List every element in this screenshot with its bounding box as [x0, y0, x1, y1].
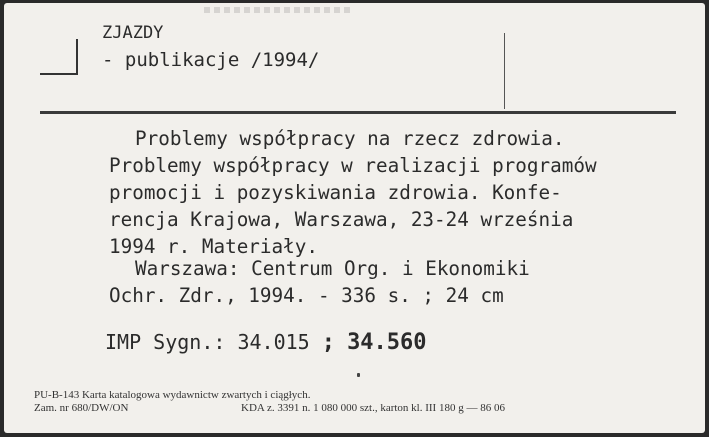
- imprint-line: Ochr. Zdr., 1994. - 336 s. ; 24 cm: [109, 284, 504, 307]
- signature-separator: ;: [321, 330, 336, 355]
- footer-print-info: KDA z. 3391 n. 1 080 000 szt., karton kl. III 180 g — 86 06: [241, 402, 505, 414]
- signature-label: IMP Sygn.:: [105, 330, 226, 354]
- imprint-line: Warszawa: Centrum Org. i Ekonomiki: [135, 257, 530, 280]
- faint-stamp-marks: [204, 7, 354, 13]
- footer-order-number: Zam. nr 680/DW/ON: [34, 402, 129, 414]
- subject-subheading: - publikacje /1994/: [102, 49, 320, 71]
- ink-dot: [357, 373, 360, 377]
- description-line: 1994 r. Materiały.: [109, 235, 318, 258]
- header-divider: [504, 33, 505, 109]
- description-line: rencja Krajowa, Warszawa, 23-24 września: [109, 208, 574, 231]
- signature-line: [105, 330, 427, 355]
- description-line: promocji i pozyskiwania zdrowia. Konfe-: [109, 181, 562, 204]
- corner-mark-horizontal: [40, 73, 78, 75]
- description-line: Problemy współpracy w realizacji programów: [109, 154, 597, 177]
- catalog-card: [4, 3, 705, 433]
- signature-second: 34.560: [347, 330, 427, 355]
- signature-first: 34.015: [237, 330, 310, 354]
- subject-heading: ZJAZDY: [102, 23, 164, 43]
- header-rule: [40, 111, 676, 114]
- footer-form-title: PU-B-143 Karta katalogowa wydawnictw zwartych i ciągłych.: [34, 389, 311, 401]
- corner-mark-vertical: [76, 39, 78, 75]
- description-line: Problemy współpracy na rzecz zdrowia.: [135, 127, 565, 150]
